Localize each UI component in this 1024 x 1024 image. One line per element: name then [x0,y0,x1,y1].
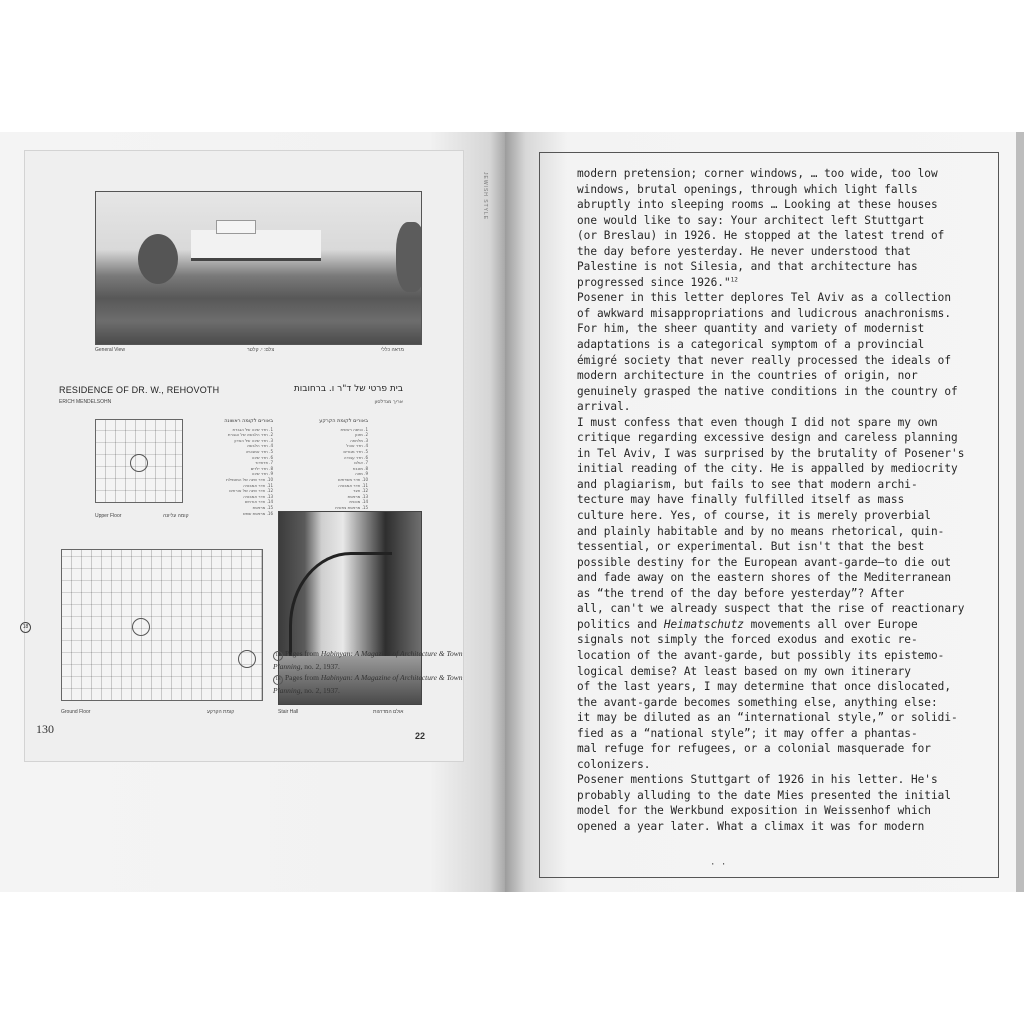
text-line: arrival. [577,400,631,414]
text-line: I must confess that even though I did not spare my own [577,415,938,429]
legend-item: 11. חדר אמבטיה [243,482,273,488]
figure-caption [273,648,488,672]
body-text [577,166,972,835]
text-line: tessential, or experimental. But isn't that the best [577,540,925,554]
plan-rotunda [130,454,148,472]
text-line: modern pretension; corner windows, … too wide, too low [577,167,938,180]
text-line: the day before yesterday. He never understood that [577,244,911,258]
legend-item: 15. מרפסת [252,504,273,510]
ground-floor-plan [61,549,263,701]
text-line: in Tel Aviv, I was surprised by the brutality of Posener's [577,446,965,460]
text-line: politics and Heimatschutz movements all over Europe [577,617,918,631]
legend-ground-floor [280,419,368,516]
magazine-page-number: 22 [414,731,425,741]
legend-item: 5. חדר מגורים [343,448,368,454]
text-line: adaptations is a categorical symptom of a provincial [577,338,925,352]
text-line: location of the avant-garde, but possibly its epistemo- [577,648,945,662]
building-shape [191,230,321,261]
legend-item: 7. אולם [354,460,368,466]
text-line: possible destiny for the European avant-garde—to die out [577,555,952,569]
page-marker: · · [710,860,727,870]
running-head: JEWISH STYLE [482,172,488,221]
text-line: critique regarding excessive design and careless planning [577,431,958,445]
legend-heading: באורים לקומה ראשונה [224,418,273,424]
plan-tree [238,650,256,668]
text-line: and plagiarism, but fails to see that modern archi- [577,477,918,491]
text-line: logical demise? At least based on my own itinerary [577,664,911,678]
legend-item: 15. מרפסת צפונית [335,504,368,510]
legend-item: 4. חדר הלבשה [246,443,273,449]
caption-prefix: Pages from [285,649,321,658]
figure-number-badge: 18 [20,622,31,633]
text-line: and fade away on the eastern shores of the Mediterranean [577,571,952,585]
stair-caption-he: אולם המדרגות [373,709,404,715]
legend-item: 16. מרפסת שמש [243,510,273,516]
legend-upper-floor [185,419,273,516]
text-line: For him, the sheer quantity and variety of modernist [577,322,925,336]
stair-caption-en: Stair Hall [278,709,299,715]
legend-item: 2. חדר הלבשה של הגברת [227,432,273,438]
building-tower-shape [216,220,256,234]
upper-floor-plan [95,419,183,503]
text-line: it may be diluted as an “international style,” or solidi- [577,711,958,725]
text-line: model for the Werkbund exposition in Weissenhof which [577,804,931,818]
photo-caption-en: General View [95,347,125,353]
photo-credit-he: צלם: י. קלטר [247,347,275,353]
legend-item: 3. חדר שינה של האדון [234,437,273,443]
caption-title: Habinyan: A Magazine of Architecture & Town Planning [273,649,463,671]
tree-shape [138,234,178,284]
caption-suffix: , no. 2, 1937. [300,686,340,695]
ground-floor-caption-he: קומת הקרקע [207,709,235,715]
page-number: 130 [36,722,54,736]
legend-item: 7. פרוזדור [255,460,273,466]
legend-item: 1. כניסה ראשית [340,426,368,432]
legend-item: 4. חדר אוכל [346,443,368,449]
page-edge [1016,132,1024,892]
legend-item: 13. חדר אמבטיה [243,493,273,499]
legend-item: 1. חדר שינה של הגברת [232,426,273,432]
photo-caption-he: מראה כללי [381,347,404,353]
text-line: colonizers. [577,757,651,771]
text-line: fied as a “national style”; it may offer a phantas- [577,726,918,740]
text-line: (or Breslau) in 1926. He stopped at the latest trend of [577,229,945,243]
text-line: all, can't we already suspect that the rise of reactionary [577,602,965,616]
legend-item: 13. מרפסת [347,493,368,499]
legend-item: 11. חדר אמבטיה [338,482,368,488]
text-line: of the last years, I may determine that once dislocated, [577,680,952,694]
legend-item: 9. מזוה [355,471,368,477]
text-line: opened a year later. What a climax it was for modern [577,819,925,833]
house-photo [95,191,422,345]
legend-item: 14. חדר אורחים [244,499,273,505]
text-line: as “the trend of the day before yesterday”? After [577,586,905,600]
legend-item: 10. חדר משרתים [338,476,368,482]
text-line: progressed since 1926."$^{12}$ [577,275,738,289]
legend-item: 5. חדר אמבטיה [245,448,273,454]
caption-number: 18 [273,675,283,685]
article-title-en: RESIDENCE OF DR. W., REHOVOTH [59,385,220,395]
legend-item: 8. מטבח [352,465,368,471]
text-line: émigré society that never really processed the ideals of [577,353,952,367]
plan-rotunda [132,618,150,636]
text-line: probably alluding to the date Mies presented the initial [577,788,952,802]
legend-item: 12. חצר [353,488,368,494]
text-line: and plainly habitable and by no means rhetorical, quin- [577,524,945,538]
legend-item: 3. מלתחה [350,437,368,443]
article-author-he: אריך מנדלסון [374,399,403,405]
legend-item: 12. חדר שינה של אורחים [229,488,273,494]
text-line: Palestine is not Silesia, and that architecture has [577,260,918,274]
legend-item: 6. חדר שינה [251,454,273,460]
text-line: abruptly into sleeping rooms … Looking at these houses [577,198,938,212]
text-line: windows, brutal openings, through which light falls [577,182,918,196]
caption-suffix: , no. 2, 1937. [300,662,340,671]
text-line: one would like to say: Your architect left Stuttgart [577,213,925,227]
text-line: culture here. Yes, of course, it is merely proverbial [577,509,931,523]
text-line: of awkward misappropriations and ludicrous anachronisms. [577,306,952,320]
article-author-en: ERICH MENDELSOHN [59,399,112,405]
legend-item: 10. חדר שינה של המטפלת [226,476,273,482]
upper-floor-caption-en: Upper Floor [95,513,122,519]
footnote-reference: 12 [730,276,738,284]
legend-item: 2. מזנון [355,432,368,438]
legend-item: 14. מכונית [349,499,368,505]
text-line: genuinely grasped the native conditions in the country of [577,384,958,398]
text-line: modern architecture in the countries of origin, nor [577,369,918,383]
ground-floor-caption-en: Ground Floor [61,709,91,715]
figure-caption [273,672,488,696]
legend-item: 9. חדר שינה [251,471,273,477]
text-line: initial reading of the city. He is appalled by mediocrity [577,462,958,476]
article-title-he: בית פרטי של ד"ר ו. ברחובות [293,384,403,394]
text-line: mal refuge for refugees, or a colonial masquerade for [577,742,931,756]
text-line: signals not simply the forced exodus and exotic re- [577,633,918,647]
legend-item: 8. חדר ילדים [250,465,273,471]
caption-prefix: Pages from [285,673,321,682]
tree-shape [396,222,422,292]
text-line: Posener mentions Stuttgart of 1926 in his letter. He's [577,773,938,787]
legend-heading: באורים לקומת הקרקע [319,418,368,424]
text-line: tecture may have finally fulfilled itself as mass [577,493,905,507]
text-line: the avant-garde becomes something else, anything else: [577,695,938,709]
text-line: Posener in this letter deplores Tel Aviv as a collection [577,291,952,305]
legend-item: 6. חדר עבודה [343,454,368,460]
figure-captions [273,648,488,696]
upper-floor-caption-he: קומה עליונה [163,513,189,519]
caption-number: 17 [273,651,283,661]
caption-title: Habinyan: A Magazine of Architecture & Town Planning [273,673,463,695]
